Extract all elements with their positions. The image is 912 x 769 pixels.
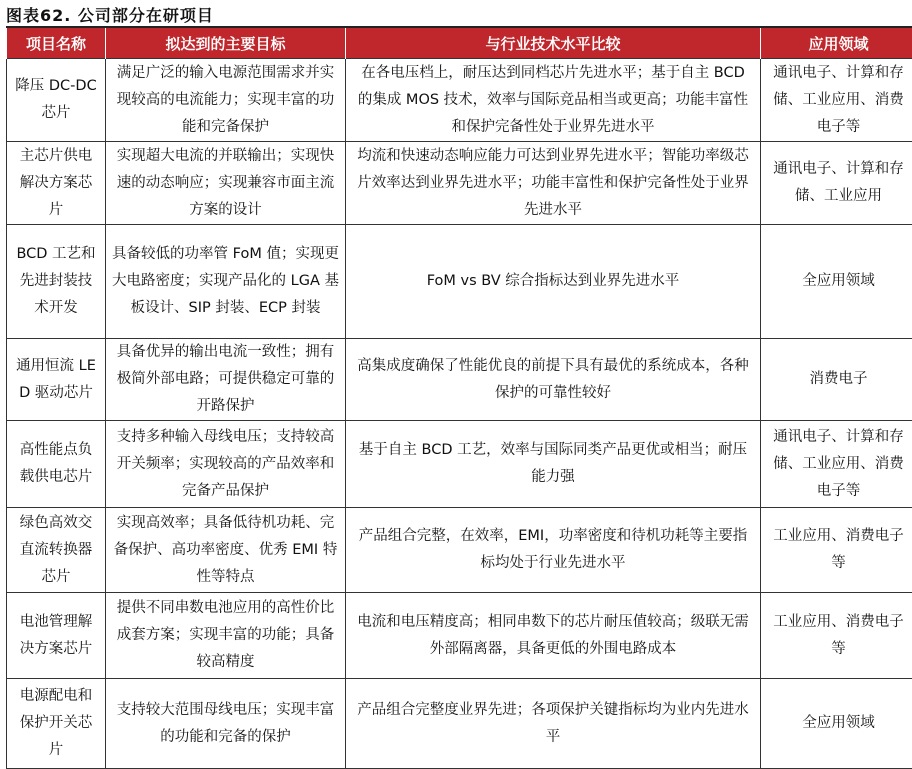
header-field: 应用领域	[761, 28, 912, 59]
goal-cell: 实现超大电流的并联输出；实现快速的动态响应；实现兼容市面主流方案的设计	[106, 142, 346, 225]
goal-cell: 满足广泛的输入电源范围需求并实现较高的电流能力；实现丰富的功能和完备保护	[106, 59, 346, 142]
project-name-cell: 降压 DC-DC 芯片	[7, 59, 106, 142]
field-cell: 工业应用、消费电子等	[761, 508, 912, 593]
comparison-cell: FoM vs BV 综合指标达到业界先进水平	[346, 225, 761, 339]
project-name-cell: 主芯片供电解决方案芯片	[7, 142, 106, 225]
header-comparison: 与行业技术水平比较	[346, 28, 761, 59]
table-row	[7, 679, 912, 769]
comparison-cell: 产品组合完整度业界先进；各项保护关键指标均为业内先进水平	[346, 679, 761, 769]
field-cell: 全应用领域	[761, 679, 912, 769]
comparison-cell: 基于自主 BCD 工艺，效率与国际同类产品更优或相当；耐压能力强	[346, 421, 761, 508]
header-project-name: 项目名称	[7, 28, 106, 59]
projects-table	[6, 28, 912, 769]
goal-cell: 具备优异的输出电流一致性；拥有极简外部电路；可提供稳定可靠的开路保护	[106, 339, 346, 421]
table-row	[7, 59, 912, 142]
field-cell: 消费电子	[761, 339, 912, 421]
table-row	[7, 339, 912, 421]
figure-title: 图表62. 公司部分在研项目	[6, 3, 214, 26]
table-row	[7, 421, 912, 508]
comparison-cell: 电流和电压精度高；相同串数下的芯片耐压值较高；级联无需外部隔离器，具备更低的外围电路成本	[346, 593, 761, 679]
table-row	[7, 142, 912, 225]
comparison-cell: 高集成度确保了性能优良的前提下具有最优的系统成本，各种保护的可靠性较好	[346, 339, 761, 421]
project-name-cell: 高性能点负载供电芯片	[7, 421, 106, 508]
goal-cell: 支持较大范围母线电压；实现丰富的功能和完备的保护	[106, 679, 346, 769]
table-row	[7, 593, 912, 679]
field-cell: 通讯电子、计算和存储、工业应用	[761, 142, 912, 225]
project-name-cell: 电池管理解决方案芯片	[7, 593, 106, 679]
project-name-cell: 通用恒流 LED 驱动芯片	[7, 339, 106, 421]
goal-cell: 支持多种输入母线电压；支持较高开关频率；实现较高的产品效率和完备产品保护	[106, 421, 346, 508]
table-header-row	[7, 28, 912, 59]
goal-cell: 具备较低的功率管 FoM 值；实现更大电路密度；实现产品化的 LGA 基板设计、SIP 封装、ECP 封装	[106, 225, 346, 339]
comparison-cell: 产品组合完整，在效率，EMI，功率密度和待机功耗等主要指标均处于行业先进水平	[346, 508, 761, 593]
comparison-cell: 在各电压档上，耐压达到同档芯片先进水平；基于自主 BCD 的集成 MOS 技术，效率与国际竞品相当或更高；功能丰富性和保护完备性处于业界先进水平	[346, 59, 761, 142]
goal-cell: 实现高效率；具备低待机功耗、完备保护、高功率密度、优秀 EMI 特性等特点	[106, 508, 346, 593]
project-name-cell: BCD 工艺和先进封装技术开发	[7, 225, 106, 339]
goal-cell: 提供不同串数电池应用的高性价比成套方案；实现丰富的功能；具备较高精度	[106, 593, 346, 679]
project-name-cell: 电源配电和保护开关芯片	[7, 679, 106, 769]
table-row	[7, 225, 912, 339]
table-row	[7, 508, 912, 593]
project-name-cell: 绿色高效交直流转换器芯片	[7, 508, 106, 593]
field-cell: 全应用领域	[761, 225, 912, 339]
field-cell: 通讯电子、计算和存储、工业应用、消费电子等	[761, 59, 912, 142]
header-goal: 拟达到的主要目标	[106, 28, 346, 59]
field-cell: 工业应用、消费电子等	[761, 593, 912, 679]
field-cell: 通讯电子、计算和存储、工业应用、消费电子等	[761, 421, 912, 508]
comparison-cell: 均流和快速动态响应能力可达到业界先进水平；智能功率级芯片效率达到业界先进水平；功能丰富性和保护完备性处于业界先进水平	[346, 142, 761, 225]
